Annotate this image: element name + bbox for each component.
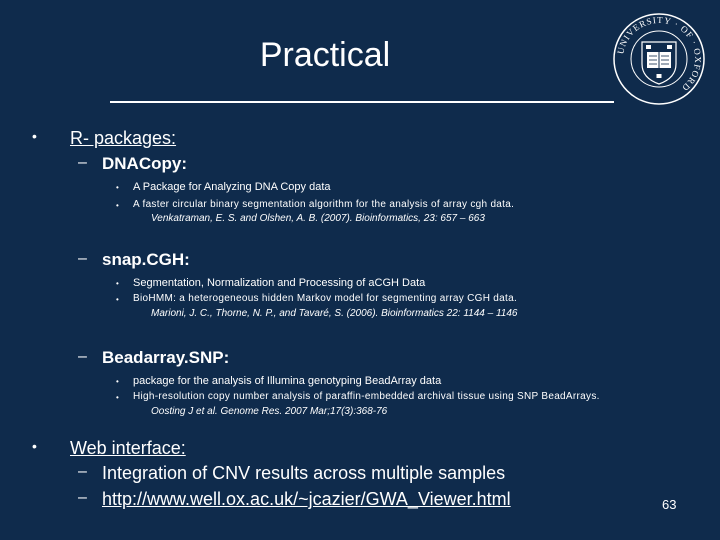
dnacopy-citation: Venkatraman, E. S. and Olshen, A. B. (2007). Bioinformatics, 23: 657 – 663 bbox=[151, 213, 485, 224]
title-rule bbox=[110, 101, 614, 103]
beadarraysnp-citation: Oosting J et al. Genome Res. 2007 Mar;17(3):368-76 bbox=[151, 406, 388, 417]
dash-marker: – bbox=[78, 250, 87, 267]
oxford-seal-logo bbox=[612, 12, 706, 106]
seal-text: UNIVERSITY · OF · OXFORD bbox=[615, 14, 704, 94]
bullet-dot: • bbox=[116, 183, 119, 192]
web-item-link-wrap bbox=[102, 489, 511, 510]
dash-marker: – bbox=[78, 154, 87, 171]
beadarraysnp-item-1: package for the analysis of Illumina genotyping BeadArray data bbox=[133, 375, 442, 387]
bullet-dot: • bbox=[32, 128, 37, 144]
dash-marker: – bbox=[78, 348, 87, 365]
page-number: 63 bbox=[662, 497, 677, 512]
bullet-dot: • bbox=[116, 393, 119, 402]
snapcgh-item-2: BioHMM: a heterogeneous hidden Markov model for segmenting array CGH data. bbox=[133, 293, 518, 304]
package-beadarraysnp: Beadarray.SNP: bbox=[102, 348, 230, 367]
dnacopy-item-1: A Package for Analyzing DNA Copy data bbox=[133, 181, 331, 193]
beadarraysnp-item-2: High-resolution copy number analysis of paraffin-embedded archival tissue using SNP BeadArrays. bbox=[133, 391, 600, 402]
slide-title: Practical bbox=[259, 36, 391, 74]
bullet-dot: • bbox=[116, 279, 119, 288]
dnacopy-item-2: A faster circular binary segmentation algorithm for the analysis of array cgh data. bbox=[133, 199, 515, 210]
dash-marker: – bbox=[78, 489, 87, 506]
bullet-dot: • bbox=[116, 377, 119, 386]
bullet-dot: • bbox=[116, 295, 119, 304]
package-snapcgh: snap.CGH: bbox=[102, 250, 190, 269]
bullet-web-interface: Web interface: bbox=[70, 438, 186, 458]
gwa-viewer-link[interactable]: http://www.well.ox.ac.uk/~jcazier/GWA_Viewer.html bbox=[102, 489, 511, 509]
bullet-r-packages: R- packages: bbox=[70, 128, 177, 148]
snapcgh-citation: Marioni, J. C., Thorne, N. P., and Tavaré, S. (2006). Bioinformatics 22: 1144 – 1146 bbox=[151, 308, 518, 319]
package-dnacopy: DNACopy: bbox=[102, 154, 187, 173]
bullet-dot: • bbox=[32, 438, 37, 454]
snapcgh-item-1: Segmentation, Normalization and Processing of aCGH Data bbox=[133, 277, 426, 289]
web-item-integration: Integration of CNV results across multiple samples bbox=[102, 463, 506, 483]
dash-marker: – bbox=[78, 463, 87, 480]
bullet-dot: • bbox=[116, 201, 119, 210]
